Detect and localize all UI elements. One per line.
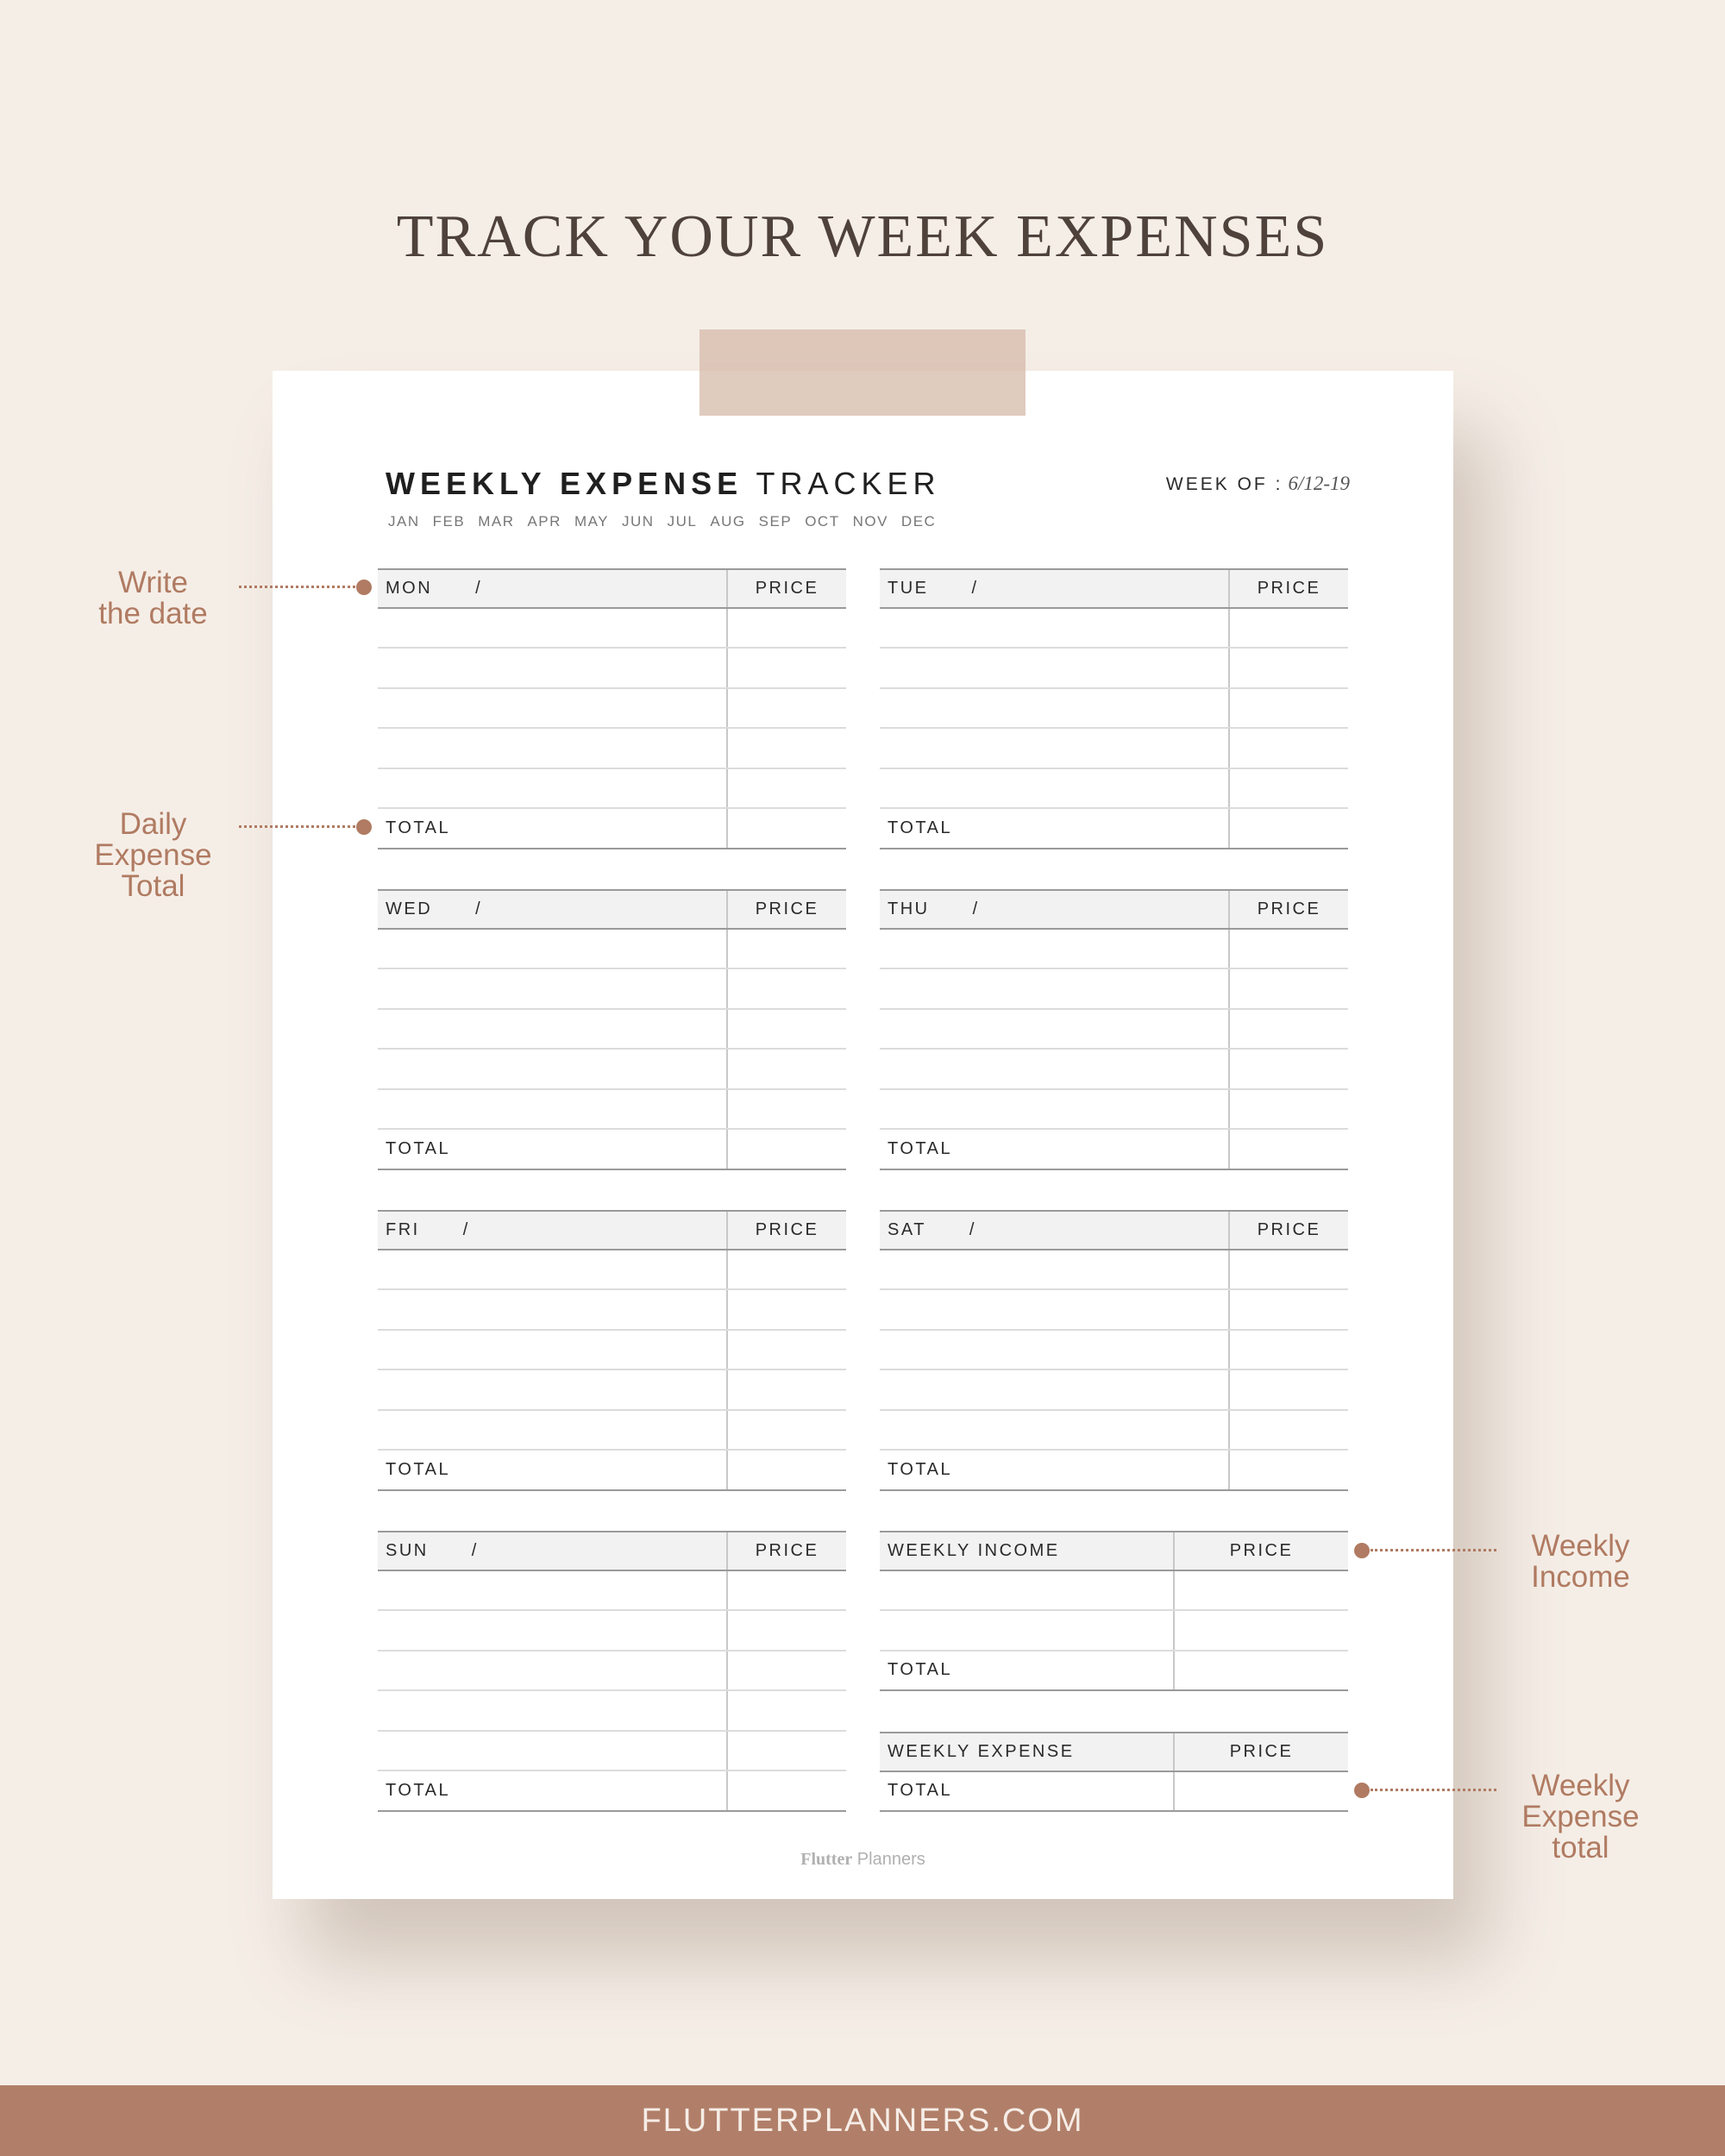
total-row[interactable]: TOTAL — [880, 1651, 1348, 1692]
week-of — [1166, 473, 1350, 495]
price-header: PRICE — [1229, 1741, 1294, 1761]
table-sat — [880, 1210, 1348, 1491]
weekly-expense-label: WEEKLY EXPENSE — [880, 1733, 1175, 1771]
brand-mark: Flutter Planners — [800, 1850, 925, 1869]
price-header: PRICE — [1257, 1219, 1321, 1239]
month-jun: JUN — [622, 513, 655, 530]
table-row[interactable] — [378, 1010, 846, 1050]
day-label: SAT — [888, 1219, 926, 1239]
total-row[interactable]: TOTAL — [880, 1451, 1348, 1491]
expense-tracker-sheet — [273, 371, 1453, 1899]
total-row[interactable]: TOTAL — [880, 809, 1348, 849]
month-apr: APR — [527, 513, 561, 530]
callout-line — [239, 825, 355, 828]
total-row[interactable]: TOTAL — [378, 1130, 846, 1170]
callout-daily-total: Daily Expense Total — [94, 807, 212, 903]
day-label: TUE — [888, 578, 929, 598]
callout-dot — [356, 580, 372, 595]
table-row[interactable] — [378, 1090, 846, 1131]
table-row[interactable] — [880, 1050, 1348, 1090]
table-row[interactable] — [880, 930, 1348, 970]
table-row[interactable] — [378, 1571, 846, 1612]
table-row[interactable] — [378, 1411, 846, 1451]
total-row[interactable]: TOTAL — [378, 1451, 846, 1491]
month-jul: JUL — [667, 513, 698, 530]
table-header: TUE / PRICE — [880, 568, 1348, 609]
table-header: SAT / PRICE — [880, 1210, 1348, 1250]
day-label: WED — [386, 899, 433, 918]
table-header — [880, 1732, 1348, 1772]
table-row[interactable] — [880, 769, 1348, 810]
table-header: THU / PRICE — [880, 889, 1348, 930]
table-header: WED / PRICE — [378, 889, 846, 930]
price-header: PRICE — [755, 1219, 819, 1239]
callout-dot — [1354, 1783, 1370, 1798]
day-label: MON — [386, 578, 433, 598]
table-header: SUN / PRICE — [378, 1531, 846, 1571]
week-of-label: WEEK OF : — [1165, 474, 1283, 494]
table-row[interactable] — [378, 769, 846, 810]
month-feb: FEB — [432, 513, 466, 530]
week-of-value: 6/12-19 — [1288, 473, 1350, 494]
month-list — [388, 513, 949, 530]
table-sun — [378, 1531, 846, 1812]
table-tue — [880, 568, 1348, 849]
table-thu — [880, 889, 1348, 1170]
day-label: THU — [888, 899, 930, 918]
price-header: PRICE — [755, 578, 819, 598]
table-row[interactable] — [378, 689, 846, 730]
month-aug: AUG — [710, 513, 746, 530]
table-row[interactable] — [880, 1090, 1348, 1131]
website-footer[interactable]: FLUTTERPLANNERS.COM — [0, 2085, 1725, 2156]
table-weekly-income — [880, 1531, 1348, 1691]
table-row[interactable] — [378, 609, 846, 649]
table-wed — [378, 889, 846, 1170]
price-header: PRICE — [755, 899, 819, 918]
weekly-income-label: WEEKLY INCOME — [880, 1532, 1175, 1570]
month-dec: DEC — [900, 513, 937, 530]
table-row[interactable] — [378, 1331, 846, 1371]
table-row[interactable] — [880, 969, 1348, 1010]
table-row[interactable] — [378, 1290, 846, 1331]
table-row[interactable] — [378, 729, 846, 769]
table-row[interactable] — [880, 1611, 1348, 1651]
month-jan: JAN — [388, 513, 420, 530]
table-row[interactable] — [880, 729, 1348, 769]
sheet-title: WEEKLY EXPENSE TRACKER — [386, 466, 941, 501]
day-label: FRI — [386, 1219, 420, 1239]
table-row[interactable] — [880, 1331, 1348, 1371]
callout-dot — [1354, 1543, 1370, 1558]
table-row[interactable] — [880, 1250, 1348, 1291]
callout-weekly-expense-total: Weekly Expense total — [1521, 1769, 1640, 1865]
table-row[interactable] — [378, 930, 846, 970]
tape-strip — [699, 329, 1026, 416]
callout-weekly-income: Weekly Income — [1531, 1529, 1630, 1594]
table-header: MON / PRICE — [378, 568, 846, 609]
month-may: MAY — [574, 513, 610, 530]
table-row[interactable] — [378, 1250, 846, 1291]
month-sep: SEP — [758, 513, 793, 530]
table-row[interactable] — [378, 969, 846, 1010]
table-row[interactable] — [378, 649, 846, 689]
table-row[interactable] — [378, 1611, 846, 1651]
table-weekly-expense — [880, 1732, 1348, 1812]
month-oct: OCT — [805, 513, 840, 530]
table-row[interactable] — [880, 1411, 1348, 1451]
table-row[interactable] — [880, 649, 1348, 689]
table-row[interactable] — [378, 1732, 846, 1772]
callout-dot — [356, 819, 372, 835]
table-header: FRI / PRICE — [378, 1210, 846, 1250]
total-row[interactable]: TOTAL — [880, 1772, 1348, 1813]
total-row[interactable]: TOTAL — [378, 1771, 846, 1812]
month-nov: NOV — [852, 513, 888, 530]
callout-line — [1371, 1549, 1496, 1551]
table-fri — [378, 1210, 846, 1491]
callout-line — [239, 586, 355, 588]
price-header: PRICE — [1229, 1540, 1294, 1560]
table-row[interactable] — [378, 1370, 846, 1411]
price-header: PRICE — [1257, 899, 1321, 918]
table-row[interactable] — [378, 1691, 846, 1732]
price-header: PRICE — [755, 1540, 819, 1560]
table-header — [880, 1531, 1348, 1571]
callout-write-date: Write the date — [98, 566, 208, 630]
total-row[interactable]: TOTAL — [880, 1130, 1348, 1170]
table-row[interactable] — [880, 1571, 1348, 1612]
table-row[interactable] — [378, 1050, 846, 1090]
total-row[interactable]: TOTAL — [378, 809, 846, 849]
table-mon — [378, 568, 846, 849]
day-label: SUN — [386, 1540, 429, 1560]
table-row[interactable] — [880, 609, 1348, 649]
page-headline: TRACK YOUR WEEK EXPENSES — [396, 204, 1329, 270]
table-row[interactable] — [880, 689, 1348, 730]
table-row[interactable] — [880, 1290, 1348, 1331]
price-header: PRICE — [1257, 578, 1321, 598]
callout-line — [1371, 1789, 1496, 1791]
table-row[interactable] — [880, 1370, 1348, 1411]
table-row[interactable] — [378, 1651, 846, 1692]
month-mar: MAR — [478, 513, 515, 530]
table-row[interactable] — [880, 1010, 1348, 1050]
